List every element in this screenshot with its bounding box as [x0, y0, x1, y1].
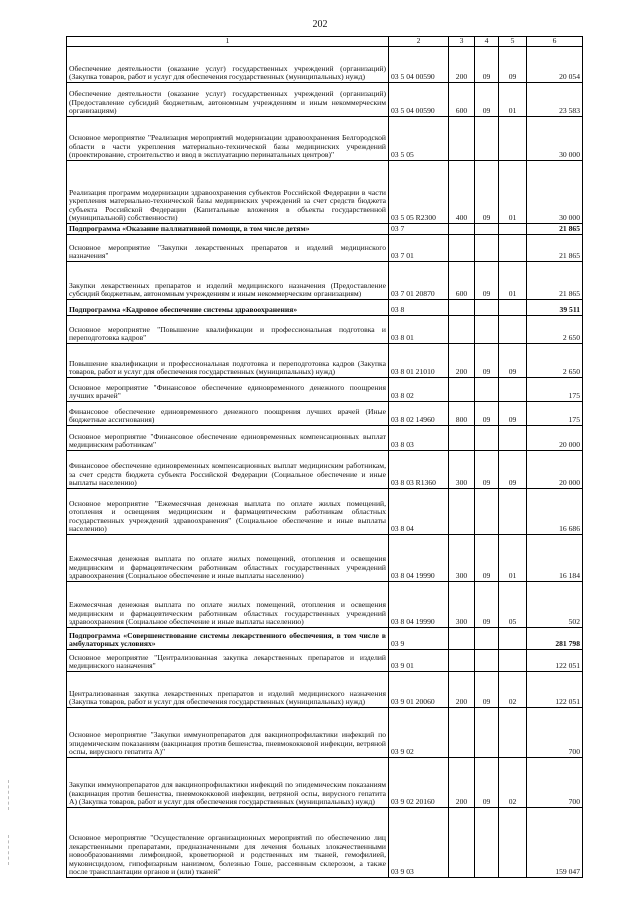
row-target-code: 03 8 03	[389, 426, 449, 451]
table-row	[67, 316, 583, 344]
row-target-code: 03 9 01 20060	[389, 672, 449, 708]
row-subsection: 01	[499, 262, 527, 300]
row-target-code: 03 5 04 00590	[389, 47, 449, 83]
row-target-code: 03 8 01	[389, 316, 449, 344]
row-expense-type: 200	[449, 344, 475, 378]
table-row	[67, 582, 583, 628]
row-description: Закупки лекарственных препаратов и изделий медицинского назначения (Предоставление субсидий бюджетным, автономным учреждениям и иным некоммерческим организациям)	[67, 262, 389, 300]
row-amount: 21 865	[527, 235, 583, 262]
row-description: Финансовое обеспечение единовременных компенсационных выплат медицинским работникам, за счет средств бюджета субъекта Российской Федерации (Социальное обеспечение и иные выплаты населению)	[67, 451, 389, 489]
table-row	[67, 628, 583, 650]
row-subsection	[499, 378, 527, 402]
table-row	[67, 344, 583, 378]
table-row	[67, 672, 583, 708]
row-description: Подпрограмма «Оказание паллиативной помощи, в том числе детям»	[67, 224, 389, 235]
row-expense-type: 200	[449, 672, 475, 708]
row-subsection: 01	[499, 161, 527, 224]
row-section: 09	[475, 758, 499, 808]
row-subsection	[499, 426, 527, 451]
row-target-code: 03 8 04	[389, 489, 449, 535]
row-amount: 122 051	[527, 672, 583, 708]
column-header: 5	[499, 37, 527, 47]
budget-table	[66, 36, 583, 878]
row-section: 09	[475, 161, 499, 224]
row-description: Основное мероприятие "Осуществление организационных мероприятий по обеспечению лиц лекарственными препаратами, предназначенными для лечения больных злокачественными новообразованиями лимфоидной, кроветворной и родственных им тканей, гемофилией, муковисцидозом, гипофизарным нанизмом, болезнью Гоше, рассеянным склерозом, а также после трансплантации органов и (или) тканей"	[67, 808, 389, 878]
row-target-code: 03 9	[389, 628, 449, 650]
row-expense-type: 600	[449, 83, 475, 117]
row-subsection: 02	[499, 758, 527, 808]
row-target-code: 03 8 04 19990	[389, 535, 449, 582]
row-description: Закупки иммунопрепаратов для вакцинопрофилактики инфекций по эпидемическим показаниям (вакцинация против бешенства, пневмококковой инфекции, ветряной оспы, вирусного гепатита А) (Закупка товаров, работ и услуг для обеспечения государственных (муниципальных) нужд)	[67, 758, 389, 808]
column-header: 2	[389, 37, 449, 47]
row-section	[475, 808, 499, 878]
row-subsection	[499, 300, 527, 316]
column-header: 4	[475, 37, 499, 47]
row-description: Реализация программ модернизации здравоохранения субъектов Российской Федерации в части укрепления материально-технической базы медицинских учреждений за счет средств бюджета субъекта Российской Федерации (Капитальные вложения в объекты государственной (муниципальной) собственности)	[67, 161, 389, 224]
row-amount: 122 051	[527, 650, 583, 672]
page-number: 202	[312, 19, 328, 30]
row-amount: 16 686	[527, 489, 583, 535]
row-target-code: 03 8 02	[389, 378, 449, 402]
row-amount: 20 000	[527, 451, 583, 489]
row-target-code: 03 8 02 14960	[389, 402, 449, 426]
row-amount: 700	[527, 708, 583, 758]
row-target-code: 03 8	[389, 300, 449, 316]
row-target-code: 03 5 04 00590	[389, 83, 449, 117]
row-amount: 21 865	[527, 224, 583, 235]
table-row	[67, 451, 583, 489]
row-target-code: 03 7 01	[389, 235, 449, 262]
row-subsection	[499, 650, 527, 672]
row-description: Централизованная закупка лекарственных препаратов и изделий медицинского назначения (Закупка товаров, работ и услуг для обеспечения государственных (муниципальных) нужд)	[67, 672, 389, 708]
row-expense-type: 400	[449, 161, 475, 224]
row-amount: 39 511	[527, 300, 583, 316]
row-section: 09	[475, 83, 499, 117]
table-row	[67, 758, 583, 808]
row-description: Основное мероприятие "Закупки иммунопрепаратов для вакцинопрофилактики инфекций по эпидемическим показаниям (вакцинация против бешенства, пневмококковой инфекции, ветряной оспы, вирусного гепатита А)"	[67, 708, 389, 758]
row-description: Ежемесячная денежная выплата по оплате жилых помещений, отопления и освещения медицинским и фармацевтическим работникам областных государственных учреждений здравоохранения (Социальное обеспечение и иные выплаты населению)	[67, 582, 389, 628]
row-subsection	[499, 316, 527, 344]
row-section: 09	[475, 535, 499, 582]
row-section	[475, 224, 499, 235]
table-row	[67, 262, 583, 300]
row-description: Подпрограмма «Совершенствование системы лекарственного обеспечения, в том числе в амбулаторных условиях»	[67, 628, 389, 650]
row-amount: 2 650	[527, 344, 583, 378]
header-row	[67, 37, 583, 47]
row-section	[475, 300, 499, 316]
row-description: Ежемесячная денежная выплата по оплате жилых помещений, отопления и освещения медицинским и фармацевтическим работникам областных государственных учреждений здравоохранения (Социальное обеспечение и иные выплаты населению)	[67, 535, 389, 582]
table-row	[67, 161, 583, 224]
row-description: Основное мероприятие "Финансовое обеспечение единовременного денежного поощрения лучших врачей"	[67, 378, 389, 402]
table-row	[67, 426, 583, 451]
row-amount: 159 047	[527, 808, 583, 878]
column-header: 6	[527, 37, 583, 47]
table-row	[67, 535, 583, 582]
table-row	[67, 47, 583, 83]
row-section	[475, 426, 499, 451]
row-section	[475, 489, 499, 535]
row-description: Финансовое обеспечение единовременного денежного поощрения лучших врачей (Иные бюджетные ассигнования)	[67, 402, 389, 426]
row-expense-type: 300	[449, 451, 475, 489]
row-expense-type	[449, 316, 475, 344]
row-amount: 30 000	[527, 161, 583, 224]
row-section: 09	[475, 582, 499, 628]
row-expense-type	[449, 378, 475, 402]
row-expense-type	[449, 235, 475, 262]
row-expense-type	[449, 628, 475, 650]
table-row	[67, 378, 583, 402]
row-section: 09	[475, 402, 499, 426]
row-section: 09	[475, 262, 499, 300]
row-description: Обеспечение деятельности (оказание услуг) государственных учреждений (организаций) (Предоставление субсидий бюджетным, автономным учреждениям и иным некоммерческим организациям)	[67, 83, 389, 117]
row-description: Обеспечение деятельности (оказание услуг) государственных учреждений (организаций) (Закупка товаров, работ и услуг для обеспечения государственных (муниципальных) нужд)	[67, 47, 389, 83]
row-subsection: 09	[499, 47, 527, 83]
row-expense-type	[449, 224, 475, 235]
row-target-code: 03 9 02 20160	[389, 758, 449, 808]
row-subsection: 09	[499, 402, 527, 426]
row-expense-type	[449, 650, 475, 672]
table-row	[67, 235, 583, 262]
row-description: Основное мероприятие "Закупки лекарственных препаратов и изделий медицинского назначения"	[67, 235, 389, 262]
margin-line	[8, 835, 11, 865]
row-section	[475, 235, 499, 262]
row-target-code: 03 9 02	[389, 708, 449, 758]
row-amount: 23 583	[527, 83, 583, 117]
margin-line	[8, 780, 11, 810]
row-description: Основное мероприятие "Ежемесячная денежная выплата по оплате жилых помещений, отопления и освещения медицинским и фармацевтическим работникам областных государственных учреждений здравоохранения" (Социальное обеспечение и иные выплаты населению)	[67, 489, 389, 535]
row-section	[475, 708, 499, 758]
row-subsection	[499, 235, 527, 262]
table-row	[67, 300, 583, 316]
row-expense-type	[449, 489, 475, 535]
row-target-code: 03 8 04 19990	[389, 582, 449, 628]
row-section: 09	[475, 344, 499, 378]
row-amount: 20 000	[527, 426, 583, 451]
row-target-code: 03 5 05 R2300	[389, 161, 449, 224]
row-description: Основное мероприятие "Повышение квалификации и профессиональная подготовка и переподготовка кадров"	[67, 316, 389, 344]
row-section	[475, 117, 499, 161]
row-subsection	[499, 117, 527, 161]
row-section: 09	[475, 47, 499, 83]
table-row	[67, 489, 583, 535]
row-amount: 502	[527, 582, 583, 628]
table-row	[67, 808, 583, 878]
row-description: Подпрограмма «Кадровое обеспечение системы здравоохранения»	[67, 300, 389, 316]
row-target-code: 03 7	[389, 224, 449, 235]
row-section: 09	[475, 672, 499, 708]
row-description: Основное мероприятие "Финансовое обеспечение единовременных компенсационных выплат медицинским работникам"	[67, 426, 389, 451]
table-row	[67, 650, 583, 672]
row-amount: 2 650	[527, 316, 583, 344]
table-row	[67, 224, 583, 235]
row-amount: 21 865	[527, 262, 583, 300]
row-subsection: 05	[499, 582, 527, 628]
row-expense-type: 200	[449, 47, 475, 83]
row-amount: 281 798	[527, 628, 583, 650]
row-expense-type: 300	[449, 582, 475, 628]
row-subsection: 01	[499, 535, 527, 582]
row-expense-type: 800	[449, 402, 475, 426]
row-amount: 30 000	[527, 117, 583, 161]
row-subsection	[499, 708, 527, 758]
row-subsection: 09	[499, 451, 527, 489]
row-target-code: 03 9 03	[389, 808, 449, 878]
row-subsection	[499, 489, 527, 535]
table-row	[67, 402, 583, 426]
table-row	[67, 83, 583, 117]
row-description: Повышение квалификации и профессиональная подготовка и переподготовка кадров (Закупка товаров, работ и услуг для обеспечения государственных (муниципальных) нужд)	[67, 344, 389, 378]
row-expense-type: 300	[449, 535, 475, 582]
column-header: 3	[449, 37, 475, 47]
row-expense-type	[449, 708, 475, 758]
row-amount: 175	[527, 378, 583, 402]
row-description: Основное мероприятие "Реализация мероприятий модернизации здравоохранения Белгородской области в части укрепления материально-технической базы медицинских учреждений (проектирование, строительство и ввод в эксплуатацию перинатальных центров)"	[67, 117, 389, 161]
row-amount: 20 054	[527, 47, 583, 83]
row-target-code: 03 8 03 R1360	[389, 451, 449, 489]
row-target-code: 03 7 01 20870	[389, 262, 449, 300]
row-expense-type: 200	[449, 758, 475, 808]
row-description: Основное мероприятие "Централизованная закупка лекарственных препаратов и изделий медицинского назначения"	[67, 650, 389, 672]
row-target-code: 03 9 01	[389, 650, 449, 672]
table-row	[67, 117, 583, 161]
row-amount: 175	[527, 402, 583, 426]
table-row	[67, 708, 583, 758]
row-target-code: 03 8 01 21010	[389, 344, 449, 378]
row-section	[475, 378, 499, 402]
column-header: 1	[67, 37, 389, 47]
row-subsection: 02	[499, 672, 527, 708]
row-expense-type	[449, 808, 475, 878]
row-subsection: 01	[499, 83, 527, 117]
row-section	[475, 316, 499, 344]
row-target-code: 03 5 05	[389, 117, 449, 161]
row-expense-type: 600	[449, 262, 475, 300]
row-amount: 16 184	[527, 535, 583, 582]
row-section	[475, 628, 499, 650]
row-subsection	[499, 628, 527, 650]
row-section: 09	[475, 451, 499, 489]
row-subsection	[499, 808, 527, 878]
row-subsection	[499, 224, 527, 235]
table-body	[67, 47, 583, 878]
row-expense-type	[449, 300, 475, 316]
row-amount: 700	[527, 758, 583, 808]
row-section	[475, 650, 499, 672]
row-expense-type	[449, 426, 475, 451]
row-expense-type	[449, 117, 475, 161]
row-subsection: 09	[499, 344, 527, 378]
